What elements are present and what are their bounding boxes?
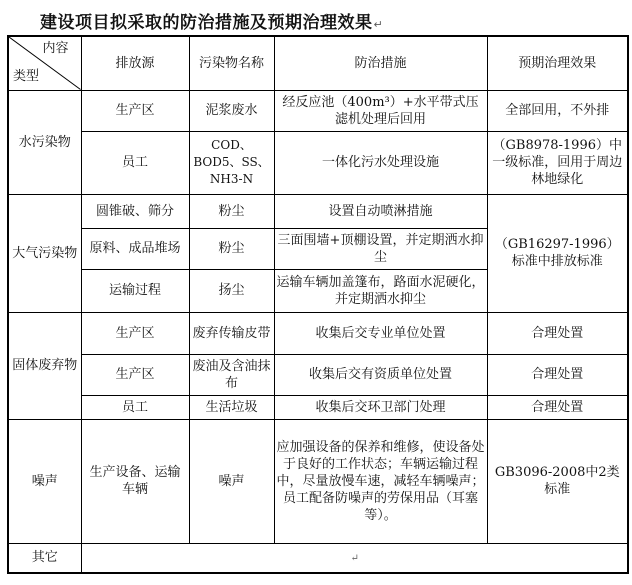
- header-corner-bottom: 类型: [13, 68, 40, 84]
- solid-r2-effect: 合理处置: [487, 354, 628, 395]
- header-source: 排放源: [81, 36, 189, 90]
- solid-r2-measures: 收集后交有资质单位处置: [274, 354, 487, 395]
- air-r1-pollutant: 粉尘: [189, 194, 274, 228]
- solid-r2-pollutant: 废油及含油抹布: [189, 354, 274, 395]
- paragraph-mark-icon: ↵: [373, 18, 384, 31]
- water-r2-measures: 一体化污水处理设施: [274, 131, 487, 194]
- measures-table: [7, 35, 629, 574]
- type-other: 其它: [8, 543, 81, 573]
- type-water: 水污染物: [8, 90, 81, 194]
- water-r1-pollutant: 泥浆废水: [189, 90, 274, 131]
- table-row: [8, 312, 628, 354]
- air-r3-measures: 运输车辆加盖篷布，路面水泥硬化，并定期洒水抑尘: [274, 269, 487, 312]
- page-title: [40, 8, 383, 33]
- header-effect: 预期治理效果: [487, 36, 628, 90]
- solid-r1-source: 生产区: [81, 312, 189, 354]
- air-r2-pollutant: 粉尘: [189, 228, 274, 269]
- solid-r3-measures: 收集后交环卫部门处理: [274, 395, 487, 419]
- type-solid: 固体废弃物: [8, 312, 81, 419]
- paragraph-mark-icon: ↵: [350, 552, 359, 564]
- noise-pollutant: 噪声: [189, 419, 274, 543]
- air-r3-pollutant: 扬尘: [189, 269, 274, 312]
- solid-r1-effect: 合理处置: [487, 312, 628, 354]
- table-row: [8, 395, 628, 419]
- type-noise: 噪声: [8, 419, 81, 543]
- solid-r1-measures: 收集后交专业单位处置: [274, 312, 487, 354]
- water-r1-effect: 全部回用，不外排: [487, 90, 628, 131]
- solid-r1-pollutant: 废弃传输皮带: [189, 312, 274, 354]
- other-content: [81, 543, 628, 573]
- table-row: [8, 194, 628, 228]
- table-row: [8, 131, 628, 194]
- water-r2-pollutant: COD、BOD5、SS、NH3-N: [189, 131, 274, 194]
- air-r1-source: 圆锥破、筛分: [81, 194, 189, 228]
- air-r3-source: 运输过程: [81, 269, 189, 312]
- header-pollutant: 污染物名称: [189, 36, 274, 90]
- noise-source: 生产设备、运输车辆: [81, 419, 189, 543]
- noise-measures: 应加强设备的保养和维修，使设备处于良好的工作状态；车辆运输过程中，尽量放慢车速，减轻车辆噪声；员工配备防噪声的劳保用品（耳塞等）。: [274, 419, 487, 543]
- header-corner-top: 内容: [42, 41, 69, 56]
- header-corner-cell: [8, 36, 81, 90]
- table-row: [8, 90, 628, 131]
- type-air: 大气污染物: [8, 194, 81, 312]
- header-measures: 防治措施: [274, 36, 487, 90]
- solid-r2-source: 生产区: [81, 354, 189, 395]
- noise-effect: GB3096-2008中2类标准: [487, 419, 628, 543]
- air-r2-measures: 三面围墙+顶棚设置，并定期洒水抑尘: [274, 228, 487, 269]
- water-r2-effect: （GB8978-1996）中一级标准，回用于周边林地绿化: [487, 131, 628, 194]
- water-r2-source: 员工: [81, 131, 189, 194]
- air-r1-measures: 设置自动喷淋措施: [274, 194, 487, 228]
- table-row: [8, 543, 628, 573]
- water-r1-measures: 经反应池（400m³）+水平带式压滤机处理后回用: [274, 90, 487, 131]
- solid-r3-effect: 合理处置: [487, 395, 628, 419]
- table-row: [8, 354, 628, 395]
- table-row: [8, 419, 628, 543]
- solid-r3-source: 员工: [81, 395, 189, 419]
- solid-r3-pollutant: 生活垃圾: [189, 395, 274, 419]
- air-effect: （GB16297-1996）标准中排放标准: [487, 194, 628, 312]
- title-text: 建设项目拟采取的防治措施及预期治理效果: [40, 13, 373, 33]
- air-r2-source: 原料、成品堆场: [81, 228, 189, 269]
- water-r1-source: 生产区: [81, 90, 189, 131]
- table-header-row: [8, 36, 628, 90]
